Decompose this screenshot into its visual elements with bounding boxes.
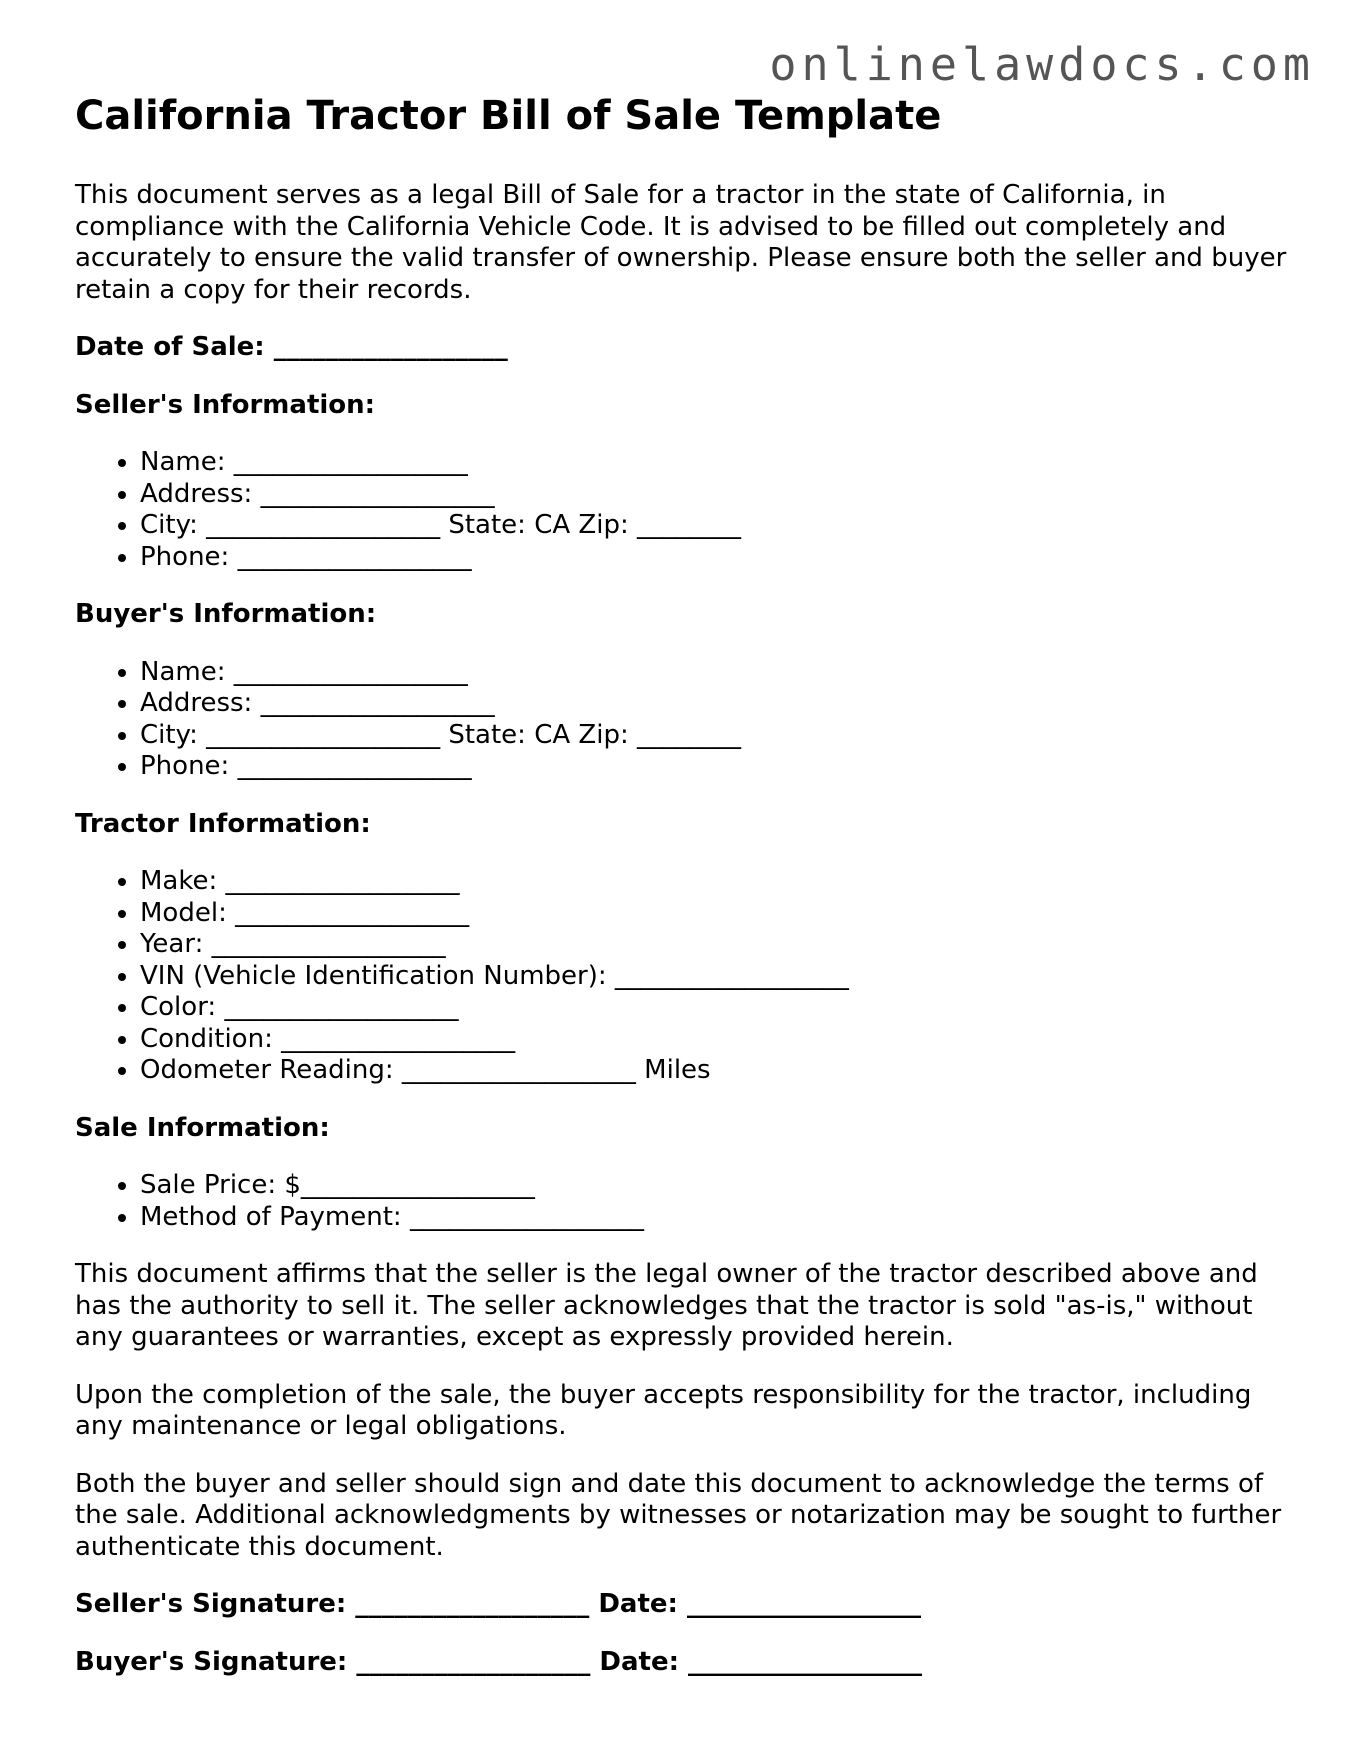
tractor-info-list [75, 866, 1295, 1087]
buyer-phone-field[interactable]: • Phone: __________________ [140, 751, 1295, 783]
tractor-odometer-field[interactable]: • Odometer Reading: __________________ Miles [140, 1055, 1295, 1087]
buyer-address-field[interactable]: • Address: __________________ [140, 688, 1295, 720]
tractor-year-field[interactable]: • Year: __________________ [140, 929, 1295, 961]
seller-city-state-zip-field[interactable]: • City: __________________ State: CA Zip: ________ [140, 510, 1295, 542]
tractor-make-field[interactable]: • Make: __________________ [140, 866, 1295, 898]
completion-paragraph: Upon the completion of the sale, the buyer accepts responsibility for the tractor, including any maintenance or legal obligations. [75, 1379, 1252, 1441]
buyer-info-list [75, 657, 1295, 783]
intro-paragraph: This document serves as a legal Bill of Sale for a tractor in the state of California, in compliance with the California Vehicle Code. It is advised to be filled out completely and accurately to ensure the valid transfer of ownership. Please ensure both the seller and buyer retain a copy for their records. [75, 180, 1287, 305]
sale-info-list [75, 1170, 1295, 1233]
tractor-vin-field[interactable]: • VIN (Vehicle Identification Number): __________________ [140, 961, 1295, 993]
tractor-section-heading: Tractor Information: [75, 808, 371, 839]
buyer-city-state-zip-field[interactable]: • City: __________________ State: CA Zip: ________ [140, 720, 1295, 752]
seller-section-heading: Seller's Information: [75, 389, 376, 420]
tractor-condition-field[interactable]: • Condition: __________________ [140, 1024, 1295, 1056]
watermark: onlinelawdocs.com [769, 38, 1315, 91]
document-page [75, 92, 1295, 1704]
payment-method-field[interactable]: • Method of Payment: __________________ [140, 1202, 1295, 1234]
tractor-model-field[interactable]: • Model: __________________ [140, 898, 1295, 930]
page-title: California Tractor Bill of Sale Template [75, 93, 942, 139]
buyer-signature-line[interactable]: Buyer's Signature: __________________ Date: __________________ [75, 1646, 923, 1677]
seller-name-field[interactable]: • Name: __________________ [140, 447, 1295, 479]
affirmation-paragraph: This document affirms that the seller is the legal owner of the tractor described above and has the authority to sell it. The seller acknowledges that the tractor is sold "as-is," without any guarantees or warranties, except as expressly provided herein. [75, 1259, 1258, 1352]
seller-address-field[interactable]: • Address: __________________ [140, 479, 1295, 511]
buyer-section-heading: Buyer's Information: [75, 599, 377, 629]
seller-info-list [75, 447, 1295, 573]
tractor-color-field[interactable]: • Color: __________________ [140, 992, 1295, 1024]
buyer-name-field[interactable]: • Name: __________________ [140, 657, 1295, 689]
signing-paragraph: Both the buyer and seller should sign and date this document to acknowledge the terms of the sale. Additional acknowledgments by witnesses or notarization may be sought to further authenticate this document. [75, 1468, 1282, 1562]
sale-section-heading: Sale Information: [75, 1112, 330, 1143]
seller-signature-line[interactable]: Seller's Signature: __________________ Date: __________________ [75, 1589, 921, 1619]
sale-price-field[interactable]: • Sale Price: $__________________ [140, 1170, 1295, 1202]
seller-phone-field[interactable]: • Phone: __________________ [140, 542, 1295, 574]
date-of-sale-field[interactable]: Date of Sale: __________________ [75, 332, 508, 362]
